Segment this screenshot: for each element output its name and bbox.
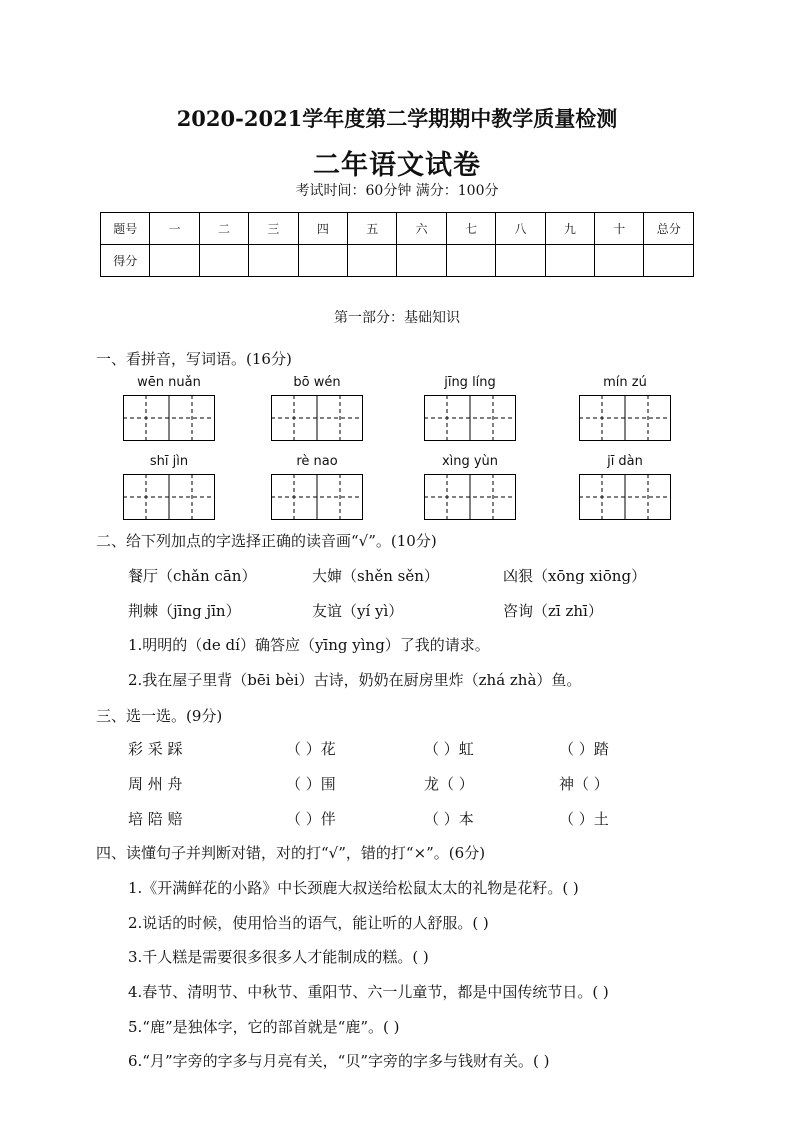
fill-blank[interactable]: （ ）本 <box>424 810 474 828</box>
reading-option[interactable]: 大婶（shěn sěn） <box>312 567 439 585</box>
score-input-cell[interactable] <box>249 245 298 277</box>
exam-info: 考试时间：60分钟 满分：100分 <box>295 183 499 199</box>
score-table-cell: 四 <box>298 213 347 245</box>
score-table-cell: 十 <box>595 213 644 245</box>
pinyin-label: rè nao <box>296 454 338 469</box>
writing-grid[interactable] <box>424 395 516 441</box>
q3-heading: 三、选一选。(9分) <box>96 707 223 725</box>
score-table-header-row <box>101 213 694 245</box>
score-input-cell[interactable] <box>545 245 594 277</box>
fill-blank[interactable]: （ ）伴 <box>286 810 336 828</box>
score-table-cell: 七 <box>446 213 495 245</box>
score-input-cell[interactable] <box>298 245 347 277</box>
writing-grid[interactable] <box>123 395 215 441</box>
part-heading: 第一部分：基础知识 <box>334 310 460 326</box>
reading-option[interactable]: 咨询（zī zhī） <box>503 602 603 620</box>
score-input-cell[interactable] <box>348 245 397 277</box>
pinyin-label: xìng yùn <box>441 454 499 469</box>
score-table-cell: 得分 <box>101 245 150 277</box>
char-choices: 培 陪 赔 <box>128 810 183 828</box>
score-table-cell: 八 <box>496 213 545 245</box>
pinyin-label: wēn nuǎn <box>137 375 201 390</box>
reading-option[interactable]: 荆棘（jīng jīn） <box>128 602 241 620</box>
writing-grid[interactable] <box>579 474 671 520</box>
score-input-cell[interactable] <box>595 245 644 277</box>
score-input-cell[interactable] <box>199 245 248 277</box>
sentence-item[interactable]: 2.我在屋子里背（bēi bèi）古诗，奶奶在厨房里炸（zhá zhà）鱼。 <box>128 671 582 689</box>
fill-blank[interactable]: 神（ ） <box>559 775 609 793</box>
pinyin-label: jīng líng <box>444 375 496 390</box>
judge-item[interactable]: 3.千人糕是需要很多很多人才能制成的糕。( ) <box>128 948 429 966</box>
judge-item[interactable]: 5.“鹿”是独体字，它的部首就是“鹿”。( ) <box>128 1018 400 1036</box>
writing-grid[interactable] <box>123 474 215 520</box>
q1-heading: 一、看拼音，写词语。(16分) <box>96 350 292 368</box>
char-choices: 周 州 舟 <box>128 775 183 793</box>
pinyin-label: jī dàn <box>607 454 643 469</box>
writing-grid[interactable] <box>271 474 363 520</box>
fill-blank[interactable]: 龙（ ） <box>424 775 474 793</box>
pinyin-label: mín zú <box>603 375 647 390</box>
reading-option[interactable]: 餐厅（chǎn cān） <box>128 567 257 585</box>
q2-heading: 二、给下列加点的字选择正确的读音画“√”。(10分) <box>96 532 437 550</box>
exam-title: 2020-2021学年度第二学期期中教学质量检测 <box>176 106 618 131</box>
judge-item[interactable]: 4.春节、清明节、中秋节、重阳节、六一儿童节，都是中国传统节日。( ) <box>128 983 609 1001</box>
score-input-cell[interactable] <box>150 245 199 277</box>
fill-blank[interactable]: （ ）踏 <box>559 740 609 758</box>
score-input-cell[interactable] <box>496 245 545 277</box>
score-table-cell: 题号 <box>101 213 150 245</box>
fill-blank[interactable]: （ ）土 <box>559 810 609 828</box>
judge-item[interactable]: 2.说话的时候，使用恰当的语气，能让听的人舒服。( ) <box>128 914 489 932</box>
score-input-cell[interactable] <box>644 245 694 277</box>
q4-heading: 四、读懂句子并判断对错，对的打“√”，错的打“×”。(6分) <box>96 844 486 862</box>
pinyin-label: shī jìn <box>149 454 189 469</box>
sentence-item[interactable]: 1.明明的（de dí）确答应（yīng yìng）了我的请求。 <box>128 636 490 654</box>
fill-blank[interactable]: （ ）围 <box>286 775 336 793</box>
fill-blank[interactable]: （ ）虹 <box>424 740 474 758</box>
writing-grid[interactable] <box>579 395 671 441</box>
reading-option[interactable]: 友谊（yí yì） <box>312 602 404 620</box>
score-table-cell: 三 <box>249 213 298 245</box>
exam-subtitle: 二年语文试卷 <box>313 150 481 181</box>
fill-blank[interactable]: （ ）花 <box>286 740 336 758</box>
writing-grid[interactable] <box>271 395 363 441</box>
score-table-score-row <box>101 245 694 277</box>
score-table-cell: 五 <box>348 213 397 245</box>
score-table-cell: 二 <box>199 213 248 245</box>
score-table-cell: 一 <box>150 213 199 245</box>
judge-item[interactable]: 1.《开满鲜花的小路》中长颈鹿大叔送给松鼠太太的礼物是花籽。( ) <box>128 879 579 897</box>
char-choices: 彩 采 踩 <box>128 740 183 758</box>
reading-option[interactable]: 凶狠（xōng xiōng） <box>503 567 647 585</box>
writing-grid[interactable] <box>424 474 516 520</box>
judge-item[interactable]: 6.“月”字旁的字多与月亮有关，“贝”字旁的字多与钱财有关。( ) <box>128 1052 550 1070</box>
score-input-cell[interactable] <box>446 245 495 277</box>
score-table-cell: 九 <box>545 213 594 245</box>
score-table-cell: 总分 <box>644 213 694 245</box>
score-input-cell[interactable] <box>397 245 446 277</box>
score-table-cell: 六 <box>397 213 446 245</box>
pinyin-label: bō wén <box>293 375 341 390</box>
score-table <box>100 212 694 277</box>
